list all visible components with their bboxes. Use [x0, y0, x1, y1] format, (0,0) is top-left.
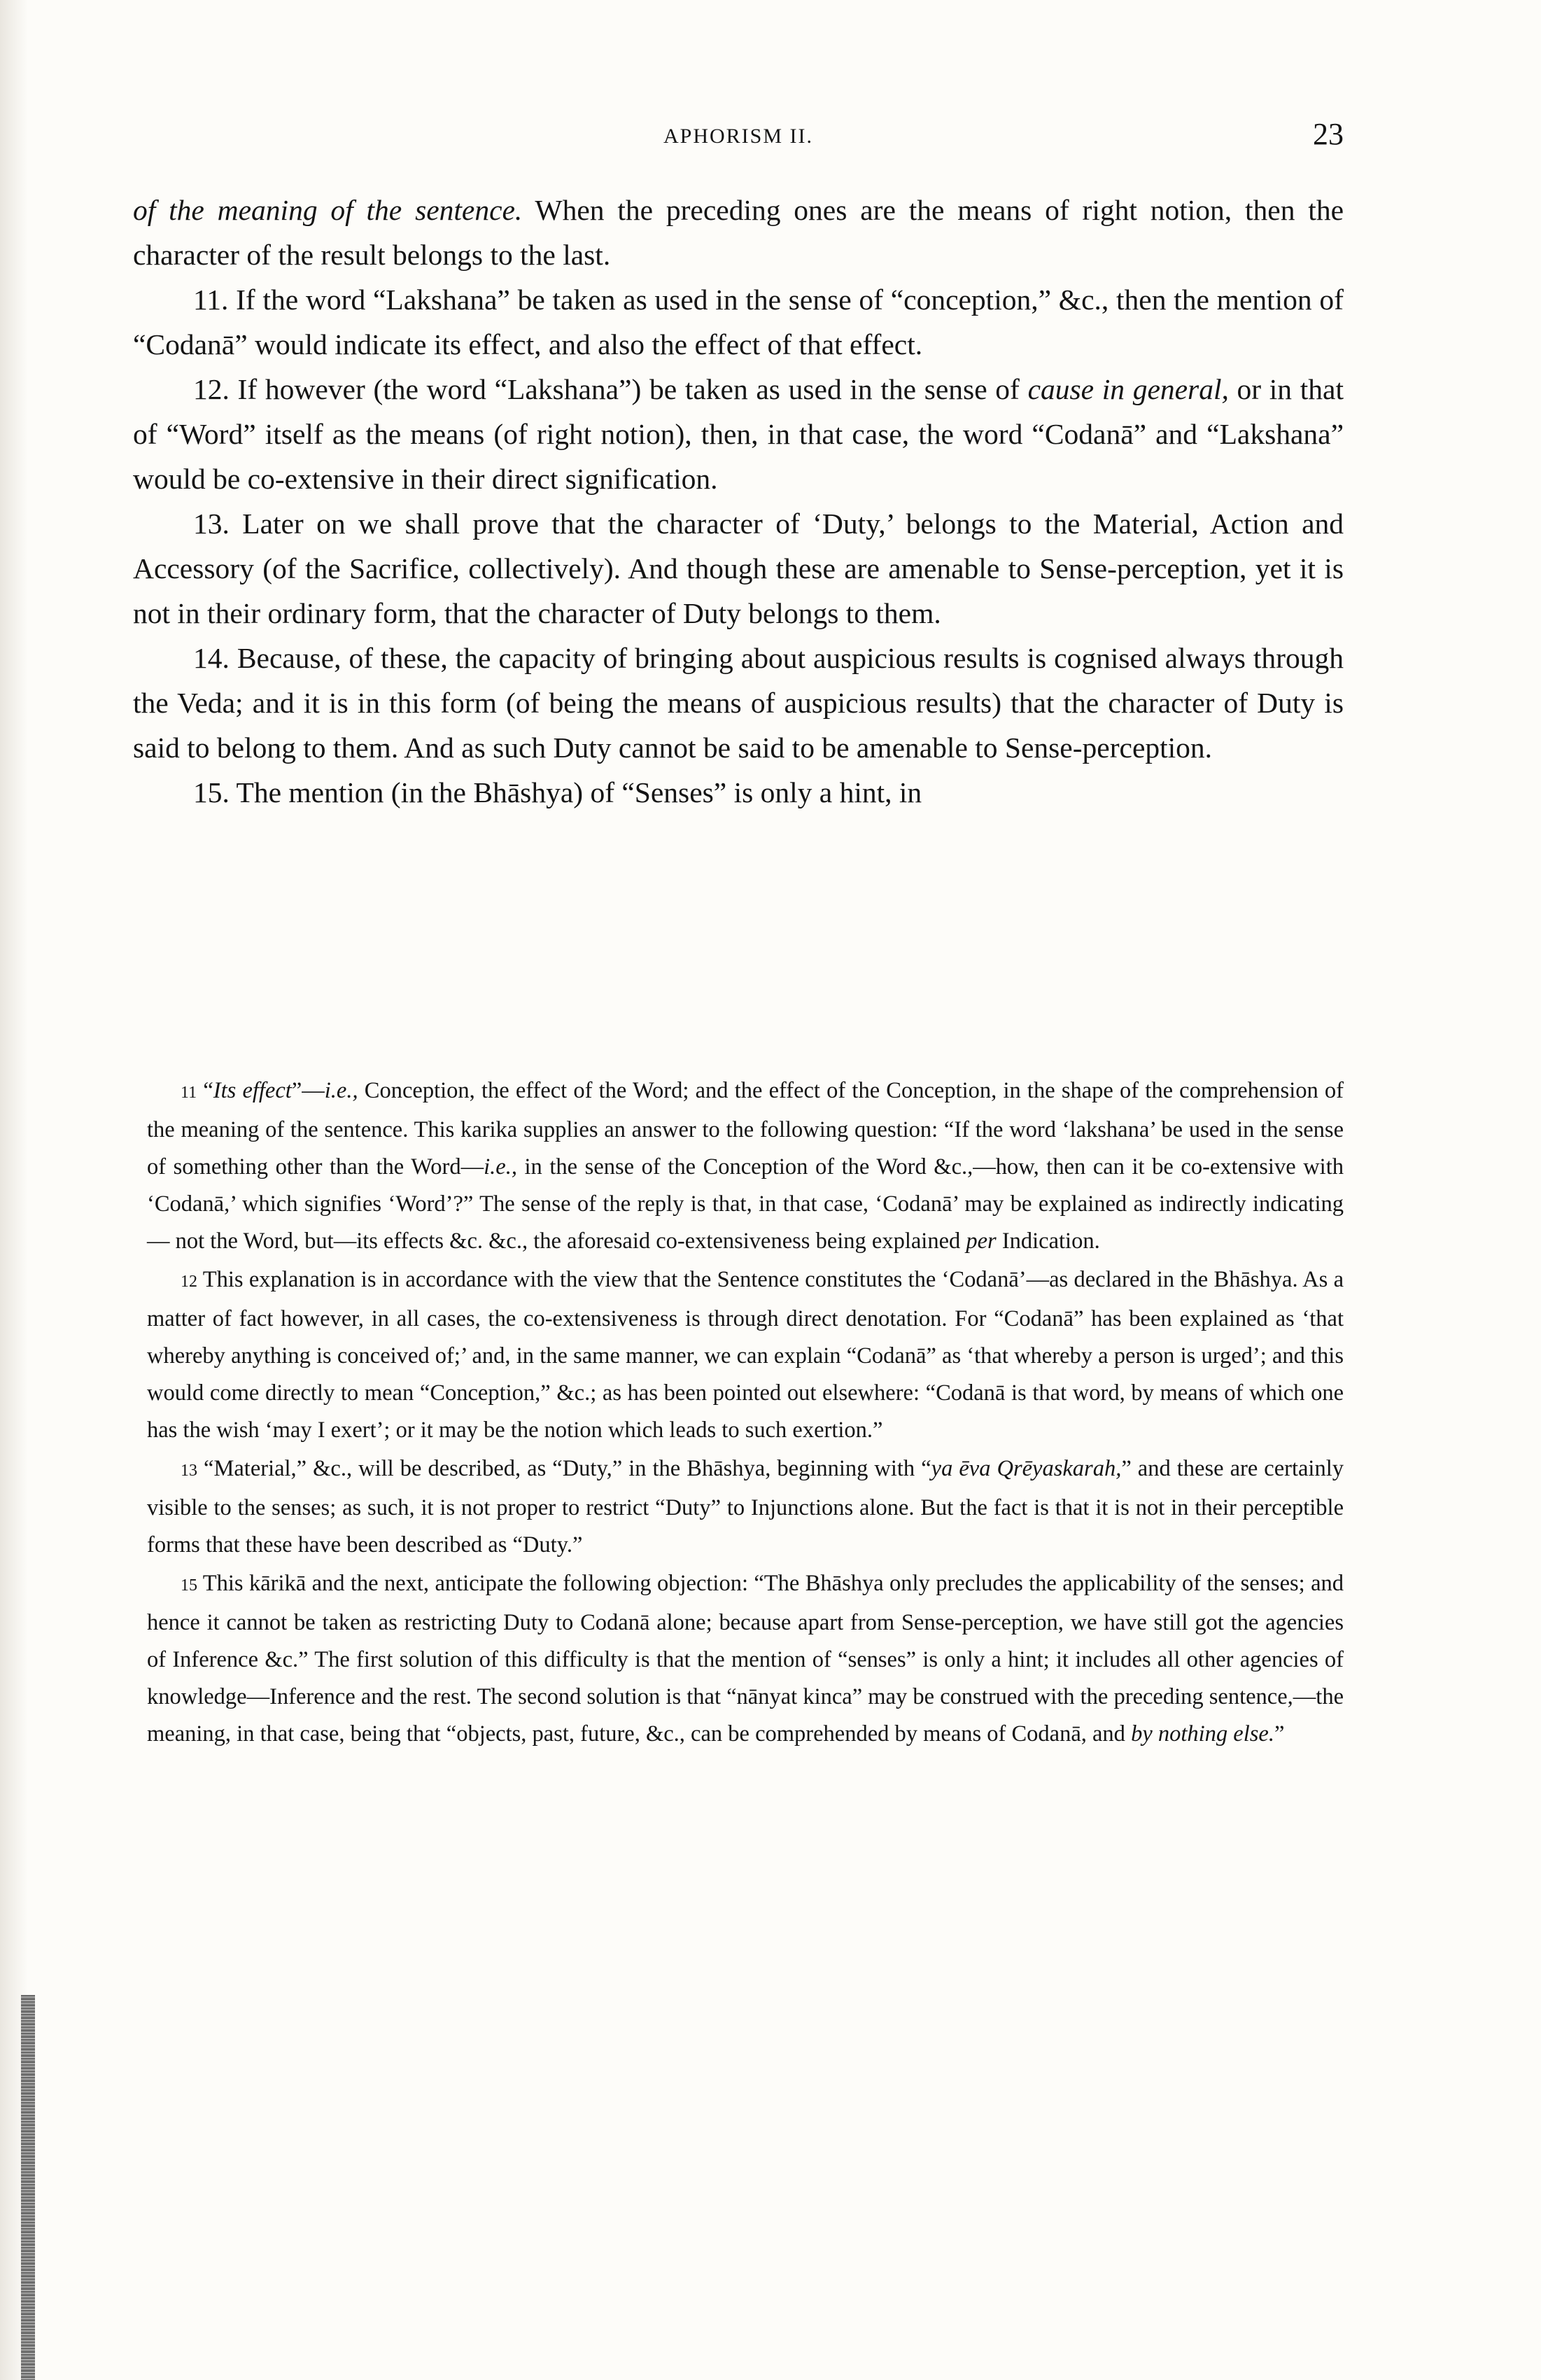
footnote-marker: 11 [181, 1084, 197, 1102]
paragraph-text: When the preceding ones are the means of right notion, then the character of the result belongs to the last. [133, 194, 1344, 271]
footnote-text: in the sense of the Conception of the Word &c.,—how, then can it be co-extensive with ‘Codanā,’ which signifies ‘Word’?” The sense of the reply is that, in that case, ‘Codanā’ may be explained as indirectly indicating— not the Word, but—its effects &c. &c., the aforesaid co-extensiveness being explained [147, 1154, 1344, 1254]
aphorism-number: 12. [193, 373, 230, 405]
footnote-text: “Material,” &c., will be described, as “Duty,” in the Bhāshya, beginning with “ [197, 1456, 931, 1481]
aphorism-number: 13. [193, 507, 230, 540]
paragraph-11 [133, 277, 1344, 367]
book-binding-edge [21, 1995, 35, 2380]
paragraph-text: If the word “Lakshana” be taken as used in the sense of “conception,” &c., then the mention of “Codanā” would indicate its effect, and also the effect of that effect. [133, 284, 1344, 360]
italic-phrase: of the meaning of the sentence. [133, 194, 523, 226]
page-header [133, 117, 1344, 167]
footnote-15 [147, 1565, 1344, 1753]
paragraph-text: If however (the word “Lakshana”) be taken as used in the sense of [229, 373, 1028, 405]
footnote-text: ” and these are certainly visible to the senses; as such, it is not proper to restrict “Duty” to Injunctions alone. But the fact is that it is not in their perceptible forms that these have been described as “Duty.” [147, 1456, 1344, 1558]
footnotes [147, 1072, 1344, 1753]
aphorism-number: 14. [193, 642, 230, 674]
italic-phrase: per [966, 1228, 997, 1254]
footnote-marker: 13 [181, 1462, 197, 1480]
paragraph-14 [133, 636, 1344, 770]
footnote-13 [147, 1450, 1344, 1564]
italic-phrase: cause in general, [1027, 373, 1229, 405]
paragraph-15 [133, 770, 1344, 815]
italic-phrase: by nothing else. [1131, 1721, 1274, 1746]
footnote-text: ”— [291, 1078, 325, 1103]
main-text [133, 188, 1344, 815]
paragraph-13 [133, 501, 1344, 636]
italic-phrase: i.e., [324, 1078, 358, 1103]
footnote-text: Indication. [996, 1228, 1100, 1254]
footnote-11 [147, 1072, 1344, 1260]
aphorism-number: 15. [193, 776, 230, 808]
footnote-text: “ [203, 1078, 213, 1103]
paragraph-text: Later on we shall prove that the character of ‘Duty,’ belongs to the Material, Action and Accessory (of the Sacrifice, collectively). And though these are amenable to Sense-perception, yet it is not in their ordinary form, that the character of Duty belongs to them. [133, 507, 1344, 629]
italic-phrase: i.e., [484, 1154, 517, 1180]
footnote-text: This explanation is in accordance with the view that the Sentence constitutes the ‘Codanā’—as declared in the Bhāshya. As a matter of fact however, in all cases, the co-extensiveness is through direct denotation. For “Codanā” has been explained as ‘that whereby anything is conceived of;’ and, in the same manner, we can explain “Codanā” as ‘that whereby a person is urged’; and this would come directly to mean “Conception,” &c.; as has been pointed out elsewhere: “Codanā is that word, by means of which one has the wish ‘may I exert’; or it may be the notion which leads to such exertion.” [147, 1267, 1344, 1443]
paragraph-text: Because, of these, the capacity of bringing about auspicious results is cognised always through the Veda; and it is in this form (of being the means of auspicious results) that the character of Duty is said to belong to them. And as such Duty cannot be said to be amenable to Sense-perception. [133, 642, 1344, 764]
italic-phrase: ya ēva Qrēyaskarah, [931, 1456, 1122, 1481]
paragraph-12 [133, 367, 1344, 501]
footnote-marker: 12 [181, 1273, 197, 1291]
paragraph-continued [133, 188, 1344, 277]
footnote-marker: 15 [181, 1576, 197, 1595]
running-head: APHORISM II. [663, 125, 814, 148]
footnote-text: ” [1274, 1721, 1285, 1746]
aphorism-number: 11. [193, 284, 229, 316]
italic-phrase: Its effect [213, 1078, 292, 1103]
footnote-12 [147, 1261, 1344, 1449]
footnote-text: This kārikā and the next, anticipate the following objection: “The Bhāshya only precludes the applicability of the senses; and hence it cannot be taken as restricting Duty to Codanā alone; because apart from Sense-perception, we have still got the agencies of Inference &c.” The first solution of this difficulty is that the mention of “senses” is only a hint; it includes all other agencies of knowledge—Inference and the rest. The second solution is that “nānyat kinca” may be construed with the preceding sentence,—the meaning, in that case, being that “objects, past, future, &c., can be comprehended by means of Codanā, and [147, 1571, 1344, 1746]
footnote-text: Conception, the effect of the Word; and the effect of the Conception, in the shape of the comprehension of the meaning of the sentence. This karika supplies an answer to the following question: “If the word ‘lakshana’ be used in the sense of something other than the Word— [147, 1078, 1344, 1180]
paragraph-text: or in that of “Word” itself as the means (of right notion), then, in that case, the word “Codanā” and “Lakshana” would be co-extensive in their direct signification. [133, 373, 1344, 495]
paragraph-text: The mention (in the Bhāshya) of “Senses” is only a hint, in [229, 776, 922, 808]
page-number: 23 [1313, 117, 1344, 151]
